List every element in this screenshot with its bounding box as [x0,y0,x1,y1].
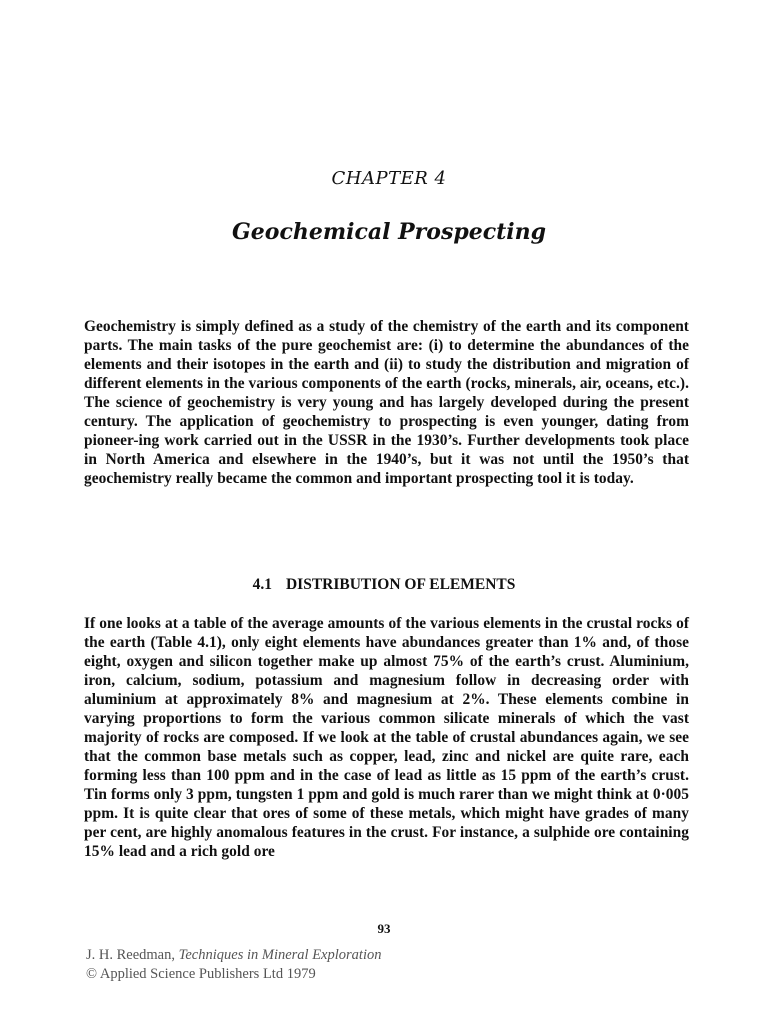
footer-copyright: © Applied Science Publishers Ltd 1979 [86,966,316,982]
chapter-title: Geochemical Prospecting [231,219,546,245]
chapter-label: CHAPTER 4 [331,168,447,189]
intro-paragraph: Geochemistry is simply defined as a study of the chemistry of the earth and its component parts. The main tasks of the pure geochemist are: (i) to determine the abundances of the elements and their isotopes in the earth and (ii) to study the distribution and migration of different elements in the various components of the earth (rocks, minerals, air, oceans, etc.). The science of geochemistry is very young and has largely developed during the present century. The application of geochemistry to prospecting is even younger, dating from pioneer-ing work carried out in the USSR in the 1930’s. Further developments took place in North America and elsewhere in the 1940’s, but it was not until the 1950’s that geochemistry really became the common and important prospecting tool it is today. [84,318,689,487]
section-title: DISTRIBUTION OF ELEMENTS [285,576,516,593]
footer-author: J. H. Reedman, [86,947,179,963]
section-number: 4.1 [252,576,272,593]
footer-book-title: Techniques in Mineral Exploration [178,947,382,963]
section-heading [0,576,768,594]
footer-citation [86,947,381,964]
page-number: 93 [377,921,391,936]
section-paragraph: If one looks at a table of the average amounts of the various elements in the crustal rocks of the earth (Table 4.1), only eight elements have abundances greater than 1% and, of those eight, oxygen and silicon together make up almost 75% of the earth’s crust. Aluminium, iron, calcium, sodium, potassium and magnesium follow in decreasing order with aluminium at approximately 8% and magnesium at 2%. These elements combine in varying proportions to form the various common silicate minerals of which the vast majority of rocks are composed. If we look at the table of crustal abundances again, we see that the common base metals such as copper, lead, zinc and nickel are quite rare, each forming less than 100 ppm and in the case of lead as little as 15 ppm of the earth’s crust. Tin forms only 3 ppm, tungsten 1 ppm and gold is much rarer than we might think at 0·005 ppm. It is quite clear that ores of some of these metals, which might have grades of many per cent, are highly anomalous features in the crust. For instance, a sulphide ore containing 15% lead and a rich gold ore [84,615,689,860]
